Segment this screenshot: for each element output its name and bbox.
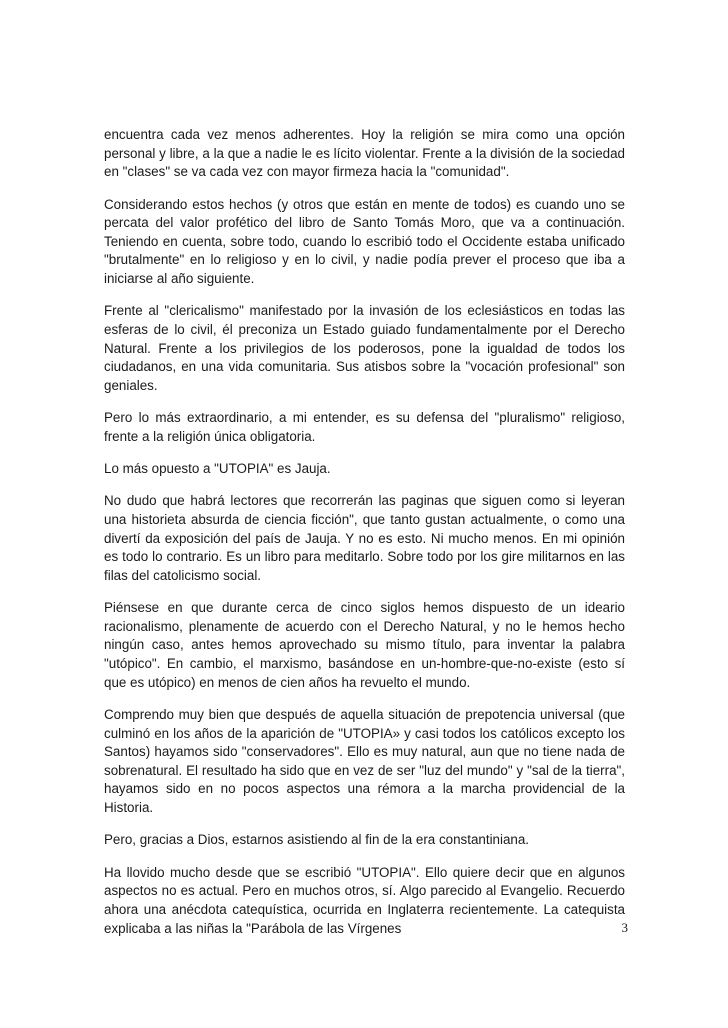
paragraph-9: Pero, gracias a Dios, estarnos asistiendo al fin de la era constantiniana.: [104, 832, 530, 848]
paragraph-6: No dudo que habrá lectores que recorrerán las paginas que siguen como si leyeran una historieta absurda de ciencia ficción", que tanto gustan actualmente, o como una divertí da exposición del país de Jauja. Y no es esto. Ni mucho menos. En mi opinión es todo lo contrario. Es un libro para meditarlo. Sobre todo por los gire militarnos en las filas del catolicismo social.: [104, 493, 625, 583]
page-number: 3: [621, 920, 628, 935]
paragraph-1: encuentra cada vez menos adherentes. Hoy la religión se mira como una opción personal y libre, a la que a nadie le es lícito violentar. Frente a la división de la sociedad en "clases" se va cada vez con mayor firmeza hacia la "comunidad".: [104, 127, 625, 180]
paragraph-5: Lo más opuesto a "UTOPIA" es Jauja.: [104, 461, 331, 477]
paragraph-8: Comprendo muy bien que después de aquella situación de prepotencia universal (que culminó en los años de la aparición de "UTOPIA» y casi todos los católicos excepto los Santos) hayamos sido "conservadores". Ello es muy natural, aun que no tiene nada de sobrenatural. El resultado ha sido que en vez de ser "luz del mundo" y "sal de la tierra", hayamos sido en no pocos aspectos una rémora a la marcha providencial de la Historia.: [104, 707, 625, 815]
paragraph-3: Frente al "clericalismo" manifestado por la invasión de los eclesiásticos en todas las esferas de lo civil, él preconiza un Estado guiado fundamentalmente por el Derecho Natural. Frente a los privilegios de los poderosos, pone la igualdad de todos los ciudadanos, en una vida comunitaria. Sus atisbos sobre la "vocación profesional" son geniales.: [104, 303, 625, 393]
body-text: [104, 126, 625, 952]
paragraph-2: Considerando estos hechos (y otros que están en mente de todos) es cuando uno se percata del valor profético del libro de Santo Tomás Moro, que va a continuación. Teniendo en cuenta, sobre todo, cuando lo escribió todo el Occidente estaba unificado "brutalmente" en lo religioso y en lo civil, y nadie podía prever el proceso que iba a iniciarse al año siguiente.: [104, 196, 625, 286]
paragraph-4: Pero lo más extraordinario, a mi entender, es su defensa del "pluralismo" religioso, frente a la religión única obligatoria.: [104, 410, 625, 444]
paragraph-7: Piénsese en que durante cerca de cinco siglos hemos dispuesto de un ideario racionalismo, plenamente de acuerdo con el Derecho Natural, y no le hemos hecho ningún caso, antes hemos aprovechado su mismo título, para inventar la palabra "utópico". En cambio, el marxismo, basándose en un-hombre-que-no-existe (esto sí que es utópico) en menos de cien años ha revuelto el mundo.: [104, 600, 625, 690]
paragraph-10: Ha llovido mucho desde que se escribió "UTOPIA". Ello quiere decir que en algunos aspectos no es actual. Pero en muchos otros, sí. Algo parecido al Evangelio. Recuerdo ahora una anécdota catequística, ocurrida en Inglaterra recientemente. La catequista explicaba a las niñas la "Parábola de las Vírgenes: [104, 864, 625, 936]
